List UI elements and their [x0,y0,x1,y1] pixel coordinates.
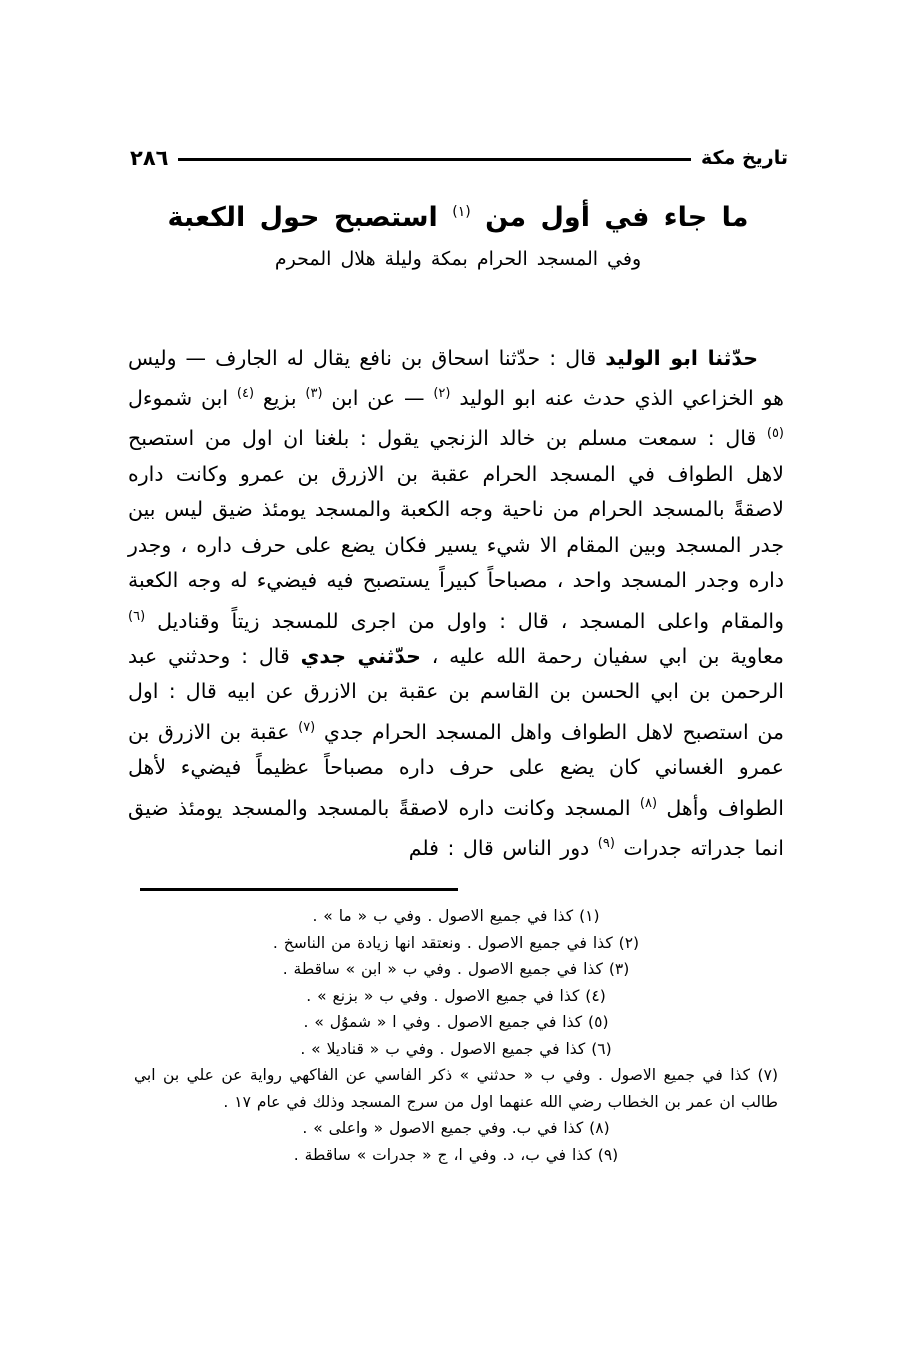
footnote-text: كذا في جميع الاصول . ونعتقد انها زيادة من الناسخ . [272,933,613,952]
body-segment-6: معاوية بن ابي سفيان رحمة الله عليه ، [420,643,785,668]
footnote-text: كذا في جميع الاصول . وفي ب « ما » . [312,907,574,925]
footnote-marker-3: (٣) [305,386,323,401]
footnote-marker-6: (٦) [128,608,146,624]
footnote-item [128,956,784,983]
footnote-number: (٤) [585,986,606,1005]
footnote-number: (٥) [588,1013,609,1031]
footnote-item [128,1115,784,1142]
body-segment-10: دور الناس قال : فلم [408,835,598,860]
footnote-number: (٧) [757,1066,778,1084]
footnote-marker-2: (٢) [433,386,451,401]
body-paragraph [128,341,784,867]
footnote-number: (١) [579,907,600,925]
body-segment-8: عقبة بن الازرق بن عمرو الغساني كان يضع على حرف داره مصباحاً عظيماً فيضيء لأهل الطواف وأهل [128,719,784,820]
body-segment-2: — عن ابن [322,385,434,410]
footnote-text: كذا في جميع الاصول . وفي ب « ابن » ساقطة . [282,960,603,978]
footnote-marker-8: (٨) [639,795,658,811]
footnote-number: (٦) [591,1039,612,1058]
body-lead-bold: حدّثنا ابو الوليد [605,345,758,370]
page-number: ٢٨٦ [130,145,169,170]
book-title: تاريخ مكة [701,146,788,169]
title-block [130,198,786,273]
body-segment-5: قال : سمعت مسلم بن خالد الزنجي يقول : بلغنا ان اول من استصبح لاهل الطواف في المسجد الحرام عقبة بن الازرق بن عمرو وكانت داره لاصقةً بالمسجد الحرام من ناحية وجه الكعبة والمسجد يومئذ ضيق ليس بين جدر المسجد وبين المقام الا شيء يسير فكان يضع على حرف داره ، وجدر داره وجدر المسجد واحد ، مصباحاً كبيراً يستصبح فيه فيضيء له وجه الكعبة والمقام واعلى المسجد ، قال : واول من اجرى للمسجد زيتاً وقناديل [128,426,784,633]
footnote-text: كذا في ب. وفي جميع الاصول « واعلى » . [302,1119,584,1137]
title-part-after: استصبح حول الكعبة [167,202,438,233]
footnote-item [128,1142,784,1169]
page-subtitle: وفي المسجد الحرام بمكة وليلة هلال المحرم [274,247,642,270]
page-title [130,198,786,239]
footnote-number: (٣) [608,960,630,978]
footnote-number: (٢) [618,933,640,952]
footnote-text: كذا في جميع الاصول . وفي ب « قناديلا » . [300,1039,586,1058]
footnote-item [128,930,784,957]
running-header [130,140,788,180]
footnote-item [128,983,784,1010]
body-segment-3: بزيع [254,385,306,410]
footnote-marker-7: (٧) [298,719,316,735]
footnote-marker-9: (٩) [597,836,615,852]
footnotes-list [128,903,784,1168]
footnote-marker-1: (١) [452,204,471,220]
footnote-number: (٩) [597,1145,619,1164]
footnote-item [128,1009,784,1036]
footnote-item [128,903,784,930]
body-bold-2: حدّثني جدي [300,643,421,668]
footnote-separator-rule [140,888,458,891]
footnote-marker-4: (٤) [236,386,255,401]
footnote-text: كذا في جميع الاصول . وفي ا « شموُل » . [303,1013,583,1031]
body-segment-1: قال : حدّثنا اسحاق بن نافع يقال له الجارف — وليس هو الخزاعي الذي حدث عنه ابو الوليد [128,345,784,410]
footnote-number: (٨) [589,1119,610,1137]
footnote-item [128,1036,784,1063]
title-part-before: ما جاء في أول من [485,202,749,233]
header-rule [178,158,691,161]
footnote-text: كذا في جميع الاصول . وفي ب « بزنع » . [306,986,580,1005]
footnote-text: كذا في ب، د. وفي ا، ج « جدرات » ساقطة . [293,1145,592,1164]
body-segment-9: المسجد وكانت داره لاصقةً بالمسجد والمسجد يومئذ ضيق انما جدراته جدرات [128,795,784,860]
footnote-text: كذا في جميع الاصول . وفي ب « حدثني » ذكر الفاسي عن الفاكهي رواية عن علي بن ابي طالب ان عمر بن الخطاب رضي الله عنهما اول من سرج المسجد وذلك في عام ١٧ . [134,1066,778,1111]
footnote-item [128,1062,784,1115]
footnote-marker-5: (٥) [766,426,784,442]
body-segment-4: ابن شموءل [128,385,237,410]
body-segment-7: قال : وحدثني عبد الرحمن بن ابي الحسن بن القاسم بن عقبة بن الازرق عن ابيه قال : اول من استصبح لاهل الطواف واهل المسجد الحرام جدي [128,643,784,744]
